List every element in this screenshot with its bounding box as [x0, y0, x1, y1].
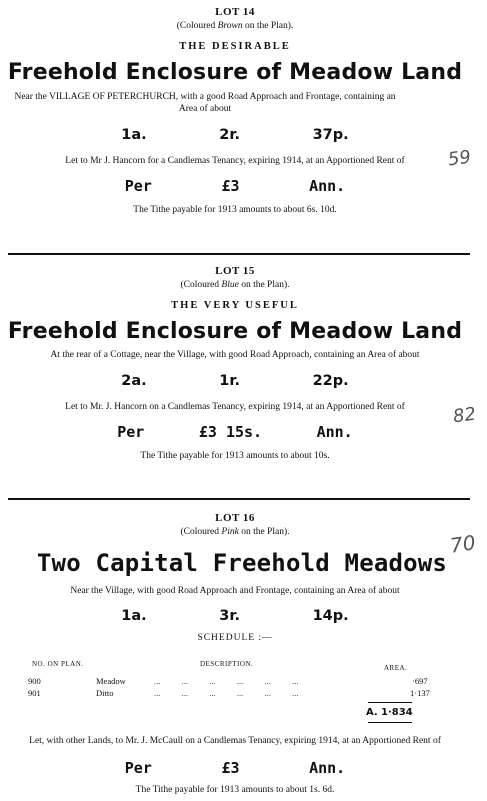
tithe-text: The Tithe payable for 1913 amounts to about 1s. 6d.	[135, 785, 335, 795]
area-acres: 1a.	[121, 127, 147, 143]
area-perches: 37p.	[312, 127, 349, 143]
area-perches: 22p.	[312, 373, 349, 389]
leader-dots: ... ... ... ... ... ...	[154, 688, 299, 698]
divider	[8, 498, 470, 500]
rent-per: Per	[117, 423, 145, 441]
col-area-header: AREA.	[384, 664, 408, 672]
handwritten-note: 70	[448, 530, 477, 558]
area-roods: 2r.	[219, 127, 240, 143]
total-label: A.	[366, 707, 378, 718]
row-description: Meadow	[96, 676, 126, 686]
rent-row	[90, 423, 380, 441]
area-roods: 3r.	[219, 608, 240, 624]
handwritten-note: 59	[446, 146, 473, 171]
lot-description: Near the VILLAGE OF PETERCHURCH, with a good Road Approach and Frontage, containing an Area of about	[14, 92, 396, 114]
plan-no: 901	[28, 688, 41, 698]
lot-16	[0, 512, 470, 643]
tithe-text: The Tithe payable for 1913 amounts to about 10s.	[140, 451, 330, 461]
rent-amount: £3	[221, 759, 240, 777]
total-rule	[368, 702, 412, 703]
lot-title: Freehold Enclosure of Meadow Land	[7, 319, 463, 344]
plan-colour: (Coloured Blue on the Plan).	[180, 280, 290, 290]
lot-title: Freehold Enclosure of Meadow Land	[7, 60, 463, 85]
tenancy-text: Let, with other Lands, to Mr. J. McCaull on a Candlemas Tenancy, expiring 1914, at an Apportioned Rent of	[29, 736, 441, 746]
row-area: 1·137	[410, 688, 430, 698]
lot-title: Two Capital Freehold Meadows	[36, 549, 448, 577]
schedule-header-row	[26, 660, 476, 672]
lot-16-tenancy	[0, 735, 470, 795]
tithe-text: The Tithe payable for 1913 amounts to about 6s. 10d.	[133, 205, 337, 215]
lot-description: Near the Village, with good Road Approach and Frontage, containing an Area of about	[70, 586, 400, 596]
area-acres: 1a.	[121, 608, 147, 624]
area-row	[85, 373, 385, 389]
row-description: Ditto	[96, 688, 114, 698]
rent-amount: £3 15s.	[198, 423, 263, 441]
plan-colour: (Coloured Pink on the Plan).	[180, 527, 290, 537]
table-row	[26, 688, 476, 700]
row-area: ·697	[412, 676, 428, 686]
total-area: 1·834	[381, 707, 413, 718]
schedule-heading: SCHEDULE :—	[197, 633, 273, 643]
schedule-table	[26, 660, 476, 700]
lot-15	[0, 265, 470, 461]
col-no-header: NO. ON PLAN.	[32, 660, 84, 668]
divider	[8, 253, 470, 255]
area-acres: 2a.	[121, 373, 147, 389]
area-row	[85, 127, 385, 143]
col-desc-header: DESCRIPTION.	[200, 660, 254, 668]
tenancy-text: Let to Mr. J. Hancorn on a Candlemas Tenancy, expiring 1914, at an Apportioned Rent of	[65, 402, 405, 412]
rent-ann: Ann.	[309, 177, 346, 195]
table-row	[26, 676, 476, 688]
plan-colour: (Coloured Brown on the Plan).	[176, 21, 294, 31]
tenancy-text: Let to Mr J. Hancorn for a Candlemas Tenancy, expiring 1914, at an Apportioned Rent of	[65, 156, 405, 166]
total-rule-bottom	[368, 722, 412, 723]
lot-number: LOT 16	[215, 512, 255, 524]
lot-number: LOT 14	[215, 6, 255, 18]
rent-amount: £3	[221, 177, 240, 195]
area-roods: 1r.	[219, 373, 240, 389]
rent-ann: Ann.	[309, 759, 346, 777]
leader-dots: ... ... ... ... ... ...	[154, 676, 299, 686]
lot-adjective: THE VERY USEFUL	[171, 300, 299, 311]
area-perches: 14p.	[312, 608, 349, 624]
handwritten-note: 82	[451, 403, 478, 428]
rent-row	[90, 177, 380, 195]
area-row	[85, 608, 385, 624]
plan-no: 900	[28, 676, 41, 686]
lot-number: LOT 15	[215, 265, 255, 277]
rent-per: Per	[124, 177, 152, 195]
rent-row	[90, 759, 380, 777]
rent-per: Per	[124, 759, 152, 777]
lot-description: At the rear of a Cottage, near the Village, with good Road Approach, containing an Area of about	[50, 350, 420, 360]
rent-ann: Ann.	[316, 423, 353, 441]
lot-adjective: THE DESIRABLE	[179, 41, 291, 52]
lot-14	[0, 6, 470, 215]
